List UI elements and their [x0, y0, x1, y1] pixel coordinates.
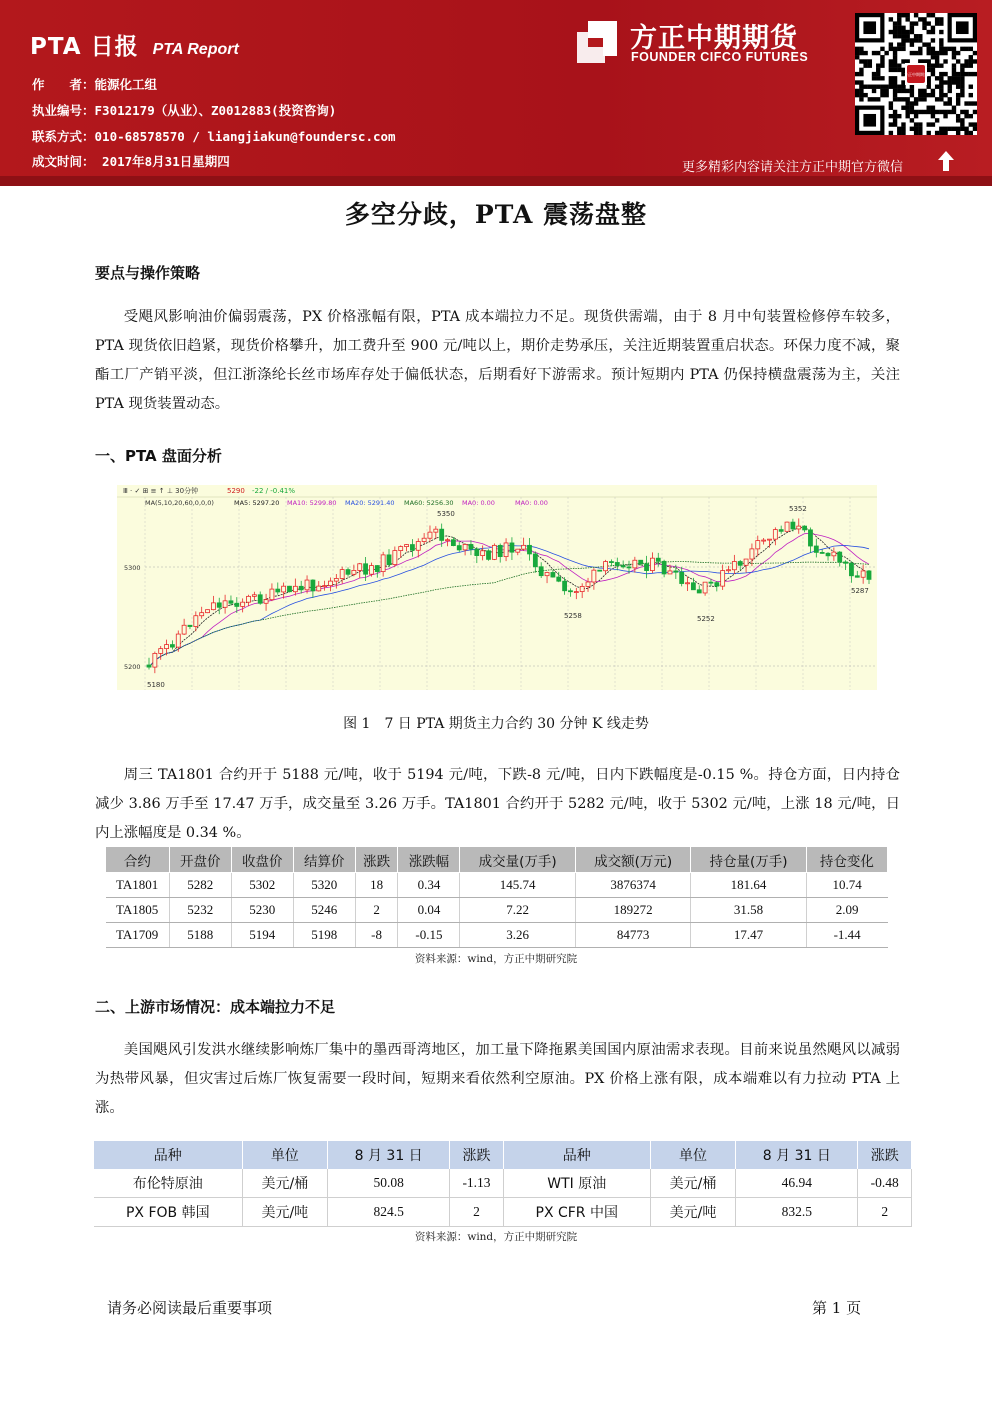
author-value: 能源化工组 — [94, 77, 158, 92]
candle-body — [481, 551, 485, 556]
chart-caption: 图 1 7 日 PTA 期货主力合约 30 分钟 K 线走势 — [343, 716, 649, 732]
candle-body — [399, 547, 403, 551]
candle-body — [633, 560, 637, 568]
candle-body — [750, 549, 754, 559]
annotation-low-5180: 5180 — [147, 681, 165, 689]
table2-cell: PX CFR 中国 — [503, 1198, 650, 1227]
candle-body — [756, 541, 760, 549]
candle-body — [510, 543, 514, 552]
candle-body — [598, 570, 602, 571]
candle-body — [650, 558, 654, 570]
table2-cell: 2 — [858, 1198, 912, 1227]
candle-body — [727, 570, 731, 571]
candlestick — [287, 586, 291, 592]
upstream-paragraph: 美国飓风引发洪水继续影响炼厂集中的墨西哥湾地区，加工量下降拖累美国国内原油需求表现。目前来说虽然飓风以减弱为热带风暴，但灾害过后炼厂恢复需要一段时间，短期来看依然利空原油。PX 价格上涨有限，成本端难以有力拉动 PTA 上涨。 — [95, 1042, 900, 1116]
candle-body — [247, 596, 251, 602]
candle-body — [311, 580, 315, 591]
table2-header-cell: 8 月 31 日 — [328, 1141, 450, 1169]
candle-body — [428, 532, 432, 538]
candle-body — [147, 665, 151, 667]
candle-body — [334, 578, 338, 581]
candle-body — [844, 562, 848, 563]
candle-body — [276, 589, 280, 592]
candle-body — [568, 591, 572, 592]
candle-body — [446, 540, 450, 541]
candle-body — [270, 589, 274, 600]
candle-body — [779, 530, 783, 532]
candle-body — [697, 590, 701, 593]
footer-notice[interactable]: 请务必阅读最后重要事项 — [107, 1299, 273, 1317]
candle-body — [200, 613, 204, 616]
candle-body — [375, 566, 379, 572]
chart-toolbar-label: Ⅲ · ✓ ⊞ ≡ ↑ ⊥ 30分钟 — [123, 487, 199, 495]
table1-header-cell: 收盘价 — [231, 847, 293, 873]
candle-body — [574, 592, 578, 593]
table1-cell: TA1805 — [106, 898, 170, 923]
y-tick-5300: 5300 — [124, 564, 141, 572]
annotation-high-5350: 5350 — [437, 510, 455, 518]
candle-body — [645, 564, 649, 571]
candle-body — [346, 570, 350, 575]
candle-body — [264, 600, 268, 604]
ma-legend-ma5: MA5: 5297.20 — [234, 499, 280, 507]
candle-body — [586, 582, 590, 586]
candle-body — [656, 558, 660, 561]
candle-body — [217, 603, 221, 607]
table2-cell: 美元/桶 — [650, 1169, 735, 1198]
table2-cell: 美元/吨 — [242, 1198, 327, 1227]
candle-body — [153, 653, 157, 667]
annotation-low-5252: 5252 — [697, 615, 715, 623]
table1-header-cell: 合约 — [106, 847, 170, 873]
table2-header-cell: 涨跌 — [450, 1141, 504, 1169]
kline-chart — [117, 485, 877, 690]
candle-body — [287, 586, 291, 592]
cert-line — [32, 101, 336, 119]
table1-cell: 7.22 — [460, 898, 575, 923]
kline-chart-svg — [117, 485, 877, 690]
candle-body — [604, 562, 608, 571]
chart-change: -22 / -0.41% — [252, 487, 296, 495]
date-value: 2017年8月31日星期四 — [94, 154, 230, 169]
candle-body — [223, 601, 227, 607]
table1-cell: 5230 — [231, 898, 293, 923]
table2-cell: 832.5 — [736, 1198, 858, 1227]
candle-body — [709, 582, 713, 583]
contact-label: 联系方式： — [32, 129, 95, 144]
table2-cell: WTI 原油 — [503, 1169, 650, 1198]
table2-cell: 46.94 — [736, 1169, 858, 1198]
candle-body — [744, 559, 748, 565]
candle-body — [358, 564, 362, 571]
table1-header-cell: 持仓变化 — [806, 847, 887, 873]
date-line — [32, 152, 230, 170]
table1-cell: 145.74 — [460, 873, 575, 898]
table1-header-cell: 持仓量(万手) — [691, 847, 806, 873]
qr-center-label: 方正中期期货 — [904, 72, 928, 77]
analysis-paragraph: 周三 TA1801 合约开于 5188 元/吨，收于 5194 元/吨，下跌-8 元/吨，日内下跌幅度是-0.15 %。持仓方面，日内持仓减少 3.86 万手至 17.47 万手，成交量至 3.26 万手。TA1801 合约开于 5282 元/吨，收于 5302 元/吨，上涨 18 元/吨，日内上涨幅度是 0.34 %。 — [95, 767, 900, 841]
table2-header-cell: 单位 — [650, 1141, 735, 1169]
table1-header-cell: 成交额(万元) — [575, 847, 690, 873]
candle-body — [732, 562, 736, 570]
table2-row — [94, 1169, 912, 1198]
candle-body — [504, 543, 508, 557]
table1-header-cell: 涨跌幅 — [398, 847, 460, 873]
section-title-analysis: 一、PTA 盘面分析 — [95, 447, 222, 465]
candle-body — [674, 571, 678, 572]
candle-body — [451, 540, 455, 546]
candle-body — [721, 571, 725, 587]
candle-body — [867, 571, 871, 579]
table2-cell: PX FOB 韩国 — [94, 1198, 242, 1227]
candle-body — [832, 552, 836, 556]
candle-body — [668, 571, 672, 574]
candle-body — [533, 554, 537, 567]
candle-body — [475, 549, 479, 556]
candlestick — [492, 543, 496, 560]
table2-cell: 50.08 — [328, 1169, 450, 1198]
table1-cell: 2 — [355, 898, 398, 923]
candle-body — [557, 577, 561, 581]
candle-body — [487, 551, 491, 560]
candle-body — [393, 551, 397, 565]
candle-body — [369, 566, 373, 575]
table2-cell: 2 — [450, 1198, 504, 1227]
candle-body — [522, 545, 526, 549]
candle-body — [762, 540, 766, 541]
candle-body — [563, 581, 567, 591]
candle-body — [639, 560, 643, 564]
candle-body — [235, 603, 239, 606]
table1-cell: 5320 — [293, 873, 355, 898]
table1-cell: -0.15 — [398, 923, 460, 948]
candlestick — [785, 522, 789, 532]
candle-body — [767, 539, 771, 540]
candle-body — [826, 553, 830, 556]
wechat-qr-code[interactable] — [855, 13, 977, 135]
candle-body — [258, 595, 262, 603]
table1-cell: 181.64 — [691, 873, 806, 898]
ma-legend-ma20: MA20: 5291.40 — [345, 499, 395, 507]
table1-row — [106, 873, 888, 898]
candle-body — [352, 570, 356, 574]
candle-body — [527, 545, 531, 554]
candlestick — [487, 549, 491, 561]
candle-body — [773, 530, 777, 540]
page-number: 第 1 页 — [812, 1299, 862, 1317]
candle-body — [457, 546, 461, 550]
date-label: 成文时间： — [32, 154, 95, 169]
candle-body — [791, 522, 795, 529]
candle-body — [317, 586, 321, 591]
candle-body — [416, 542, 420, 551]
candle-body — [539, 567, 543, 576]
annotation-low-5258: 5258 — [564, 612, 582, 620]
table2-header-cell: 单位 — [242, 1141, 327, 1169]
candle-body — [381, 555, 385, 572]
strategy-paragraph: 受飓风影响油价偏弱震荡，PX 价格涨幅有限，PTA 成本端拉力不足。现货供需端，由于 8 月中旬装置检修停车较多，PTA 现货依旧趋紧，现货价格攀升，加工费升至 900 元/吨以上，期价走势承压，关注近期装置重启状态。环保力度不减，聚酯工厂产销平淡，但江浙涤纶长丝市场库存处于偏低状态，后期看好下游需求。预计短期内 PTA 仍保持横盘震荡为主，关注 PTA 现货装置动态。 — [95, 309, 900, 412]
candle-body — [170, 645, 174, 648]
table1-cell: 84773 — [575, 923, 690, 948]
candle-body — [820, 552, 824, 553]
table2-cell: -1.13 — [450, 1169, 504, 1198]
annotation-high-5352: 5352 — [789, 505, 807, 513]
table2-header-cell: 涨跌 — [858, 1141, 912, 1169]
table1-cell: -1.44 — [806, 923, 887, 948]
table1-cell: 2.09 — [806, 898, 887, 923]
cert-label: 执业编号： — [32, 103, 95, 118]
header-band — [0, 176, 992, 186]
table1-cell: 5302 — [231, 873, 293, 898]
ma-legend-ma60: MA60: 5256.30 — [404, 499, 454, 507]
candle-body — [492, 545, 496, 559]
table1-row — [106, 923, 888, 948]
candle-body — [194, 616, 198, 627]
table1-header-cell: 涨跌 — [355, 847, 398, 873]
candle-body — [328, 581, 332, 585]
candle-body — [838, 552, 842, 562]
candle-body — [305, 580, 309, 590]
table1-header-cell: 开盘价 — [169, 847, 231, 873]
candle-body — [592, 570, 596, 582]
ma-legend-ma10: MA10: 5299.80 — [287, 499, 337, 507]
company-name-en: FOUNDER CIFCO FUTURES — [631, 50, 809, 64]
table1-cell: 3876374 — [575, 873, 690, 898]
candle-body — [252, 595, 256, 597]
candle-body — [803, 526, 807, 530]
candle-body — [615, 562, 619, 565]
cert-value: F3012179（从业）、Z0012883(投资咨询) — [94, 103, 337, 118]
candle-body — [410, 545, 414, 551]
candle-body — [340, 570, 344, 579]
table1-cell: 5188 — [169, 923, 231, 948]
table1-cell: TA1709 — [106, 923, 170, 948]
candle-body — [229, 601, 233, 603]
candle-body — [299, 586, 303, 590]
candle-body — [691, 583, 695, 590]
table2-cell: 美元/桶 — [242, 1169, 327, 1198]
candle-body — [545, 572, 549, 575]
candle-body — [463, 544, 467, 549]
table1-source: 资料来源：wind，方正中期研究院 — [414, 953, 578, 965]
section-title-strategy: 要点与操作策略 — [95, 264, 201, 282]
section-title-upstream: 二、上游市场情况：成本端拉力不足 — [95, 998, 336, 1016]
candle-body — [440, 529, 444, 540]
table1-cell: -8 — [355, 923, 398, 948]
candle-body — [159, 649, 163, 654]
table2-cell: 美元/吨 — [650, 1198, 735, 1227]
table1-header-cell: 成交量(万手) — [460, 847, 575, 873]
table1-cell: 189272 — [575, 898, 690, 923]
candle-body — [609, 562, 613, 563]
table2-header-cell: 品种 — [503, 1141, 650, 1169]
candle-body — [808, 530, 812, 546]
report-brand — [30, 28, 239, 61]
report-title: PTA 日报 — [30, 34, 139, 60]
company-name-cn: 方正中期期货 — [630, 23, 798, 54]
ma-legend-ma0a: MA0: 0.00 — [462, 499, 495, 507]
candle-body — [282, 586, 286, 592]
table1-cell: 3.26 — [460, 923, 575, 948]
candle-body — [855, 576, 859, 577]
chart-last-price: 5290 — [227, 487, 245, 495]
candle-body — [686, 583, 690, 584]
candle-body — [241, 602, 245, 606]
table1-cell: 5282 — [169, 873, 231, 898]
table2-cell: 824.5 — [328, 1198, 450, 1227]
table2-cell: 布伦特原油 — [94, 1169, 242, 1198]
candle-body — [621, 566, 625, 567]
candle-body — [387, 555, 391, 565]
contact-line — [32, 127, 396, 145]
table2-header-cell: 品种 — [94, 1141, 242, 1169]
table1-cell: 17.47 — [691, 923, 806, 948]
candle-body — [662, 561, 666, 574]
table1-cell: 10.74 — [806, 873, 887, 898]
candle-body — [206, 610, 210, 613]
candle-body — [849, 563, 853, 576]
candle-body — [814, 546, 818, 552]
table2-row — [94, 1198, 912, 1227]
table1-cell: 5246 — [293, 898, 355, 923]
candle-body — [738, 562, 742, 566]
table2-source: 资料来源：wind，方正中期研究院 — [414, 1231, 578, 1243]
candle-body — [293, 586, 297, 591]
candle-body — [323, 586, 327, 587]
candle-body — [364, 564, 368, 574]
futures-quote-table — [105, 846, 888, 948]
table1-header-cell: 结算价 — [293, 847, 355, 873]
candlestick — [206, 609, 210, 613]
table2-header-cell: 8 月 31 日 — [736, 1141, 858, 1169]
table1-row — [106, 898, 888, 923]
annotation-low-5287: 5287 — [851, 587, 869, 595]
company-logo-icon — [574, 18, 620, 64]
upstream-price-table — [94, 1141, 912, 1227]
contact-value[interactable]: 010-68578570 / liangjiakun@foundersc.com — [94, 129, 396, 144]
report-title-en: PTA Report — [152, 41, 239, 58]
candle-body — [182, 625, 186, 634]
candle-body — [434, 529, 438, 532]
arrow-up-icon — [937, 150, 955, 172]
candle-body — [680, 572, 684, 583]
candle-body — [516, 549, 520, 552]
y-tick-5200: 5200 — [124, 663, 141, 671]
table1-cell: 0.04 — [398, 898, 460, 923]
candle-body — [703, 582, 707, 593]
candle-body — [405, 545, 409, 547]
table1-cell: 31.58 — [691, 898, 806, 923]
table1-cell: 5232 — [169, 898, 231, 923]
table1-cell: 5198 — [293, 923, 355, 948]
author-label: 作 者： — [32, 77, 95, 92]
candle-body — [165, 645, 169, 649]
candle-body — [498, 545, 502, 556]
candle-body — [715, 583, 719, 587]
candle-body — [188, 625, 192, 626]
table1-cell: 0.34 — [398, 873, 460, 898]
candle-body — [176, 634, 180, 647]
ma-legend-ma0b: MA0: 0.00 — [515, 499, 548, 507]
candle-body — [211, 603, 215, 610]
author-line — [32, 75, 157, 93]
candle-body — [580, 586, 584, 591]
candlestick — [598, 570, 602, 571]
ma-legend-params: MA(5,10,20,60,0,0,0) — [145, 499, 214, 507]
table2-cell: -0.48 — [858, 1169, 912, 1198]
candle-body — [627, 567, 631, 568]
candle-body — [797, 526, 801, 529]
candle-body — [551, 572, 555, 577]
document-title: 多空分歧，PTA 震荡盘整 — [344, 200, 648, 229]
candle-body — [861, 571, 865, 577]
table1-cell: 5194 — [231, 923, 293, 948]
table1-cell: TA1801 — [106, 873, 170, 898]
candle-body — [469, 544, 473, 549]
follow-wechat-text: 更多精彩内容请关注方正中期官方微信 — [682, 160, 904, 175]
table1-cell: 18 — [355, 873, 398, 898]
candle-body — [785, 522, 789, 531]
candle-body — [422, 538, 426, 541]
